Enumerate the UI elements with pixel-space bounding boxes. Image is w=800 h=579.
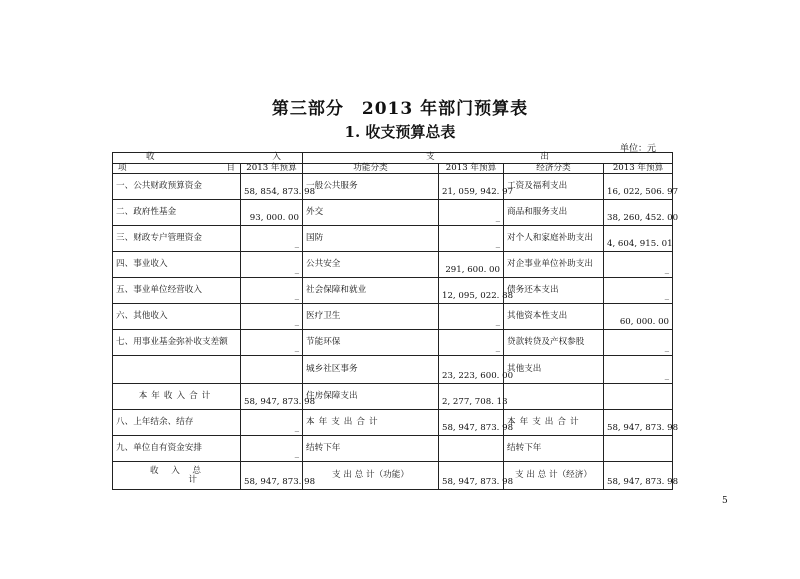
table-subtitle: 1. 收支预算总表 <box>344 123 456 141</box>
econ-amount: _ <box>604 278 673 304</box>
econ-amount <box>604 436 673 462</box>
econ-amount <box>604 384 673 410</box>
budget-summary-table <box>112 152 679 490</box>
income-amount: _ <box>241 304 303 330</box>
func-amount: 23, 223, 600. 00 <box>439 356 504 384</box>
income-total-label-line1: 收 入 总 <box>150 465 203 476</box>
income-item: 四、事业收入 <box>113 252 241 278</box>
econ-item: 其他资本性支出 <box>504 304 604 330</box>
income-amount: _ <box>241 252 303 278</box>
income-item: 五、事业单位经营收入 <box>113 278 241 304</box>
totals-row <box>113 462 673 490</box>
table-row <box>113 200 673 226</box>
income-header-left: 收 <box>146 152 155 163</box>
econ-amount: _ <box>604 356 673 384</box>
table-row <box>113 226 673 252</box>
func-item: 住房保障支出 <box>303 384 439 410</box>
income-item: 八、上年结余、结存 <box>113 410 241 436</box>
func-item: 医疗卫生 <box>303 304 439 330</box>
econ-total-label: 支 出 总 计（经济） <box>504 462 604 490</box>
income-header-right: 入 <box>272 152 281 163</box>
header-row-group <box>113 153 673 164</box>
econ-budget-header: 2013 年预算 <box>604 164 673 174</box>
income-total-amount: 58, 947, 873. 98 <box>241 462 303 490</box>
econ-item <box>504 384 604 410</box>
page-title: 第三部分 2013 年部门预算表 <box>271 99 529 119</box>
econ-item: 其他支出 <box>504 356 604 384</box>
econ-amount: _ <box>604 330 673 356</box>
func-amount: _ <box>439 226 504 252</box>
page-number: 5 <box>722 496 728 506</box>
func-class-header: 功能分类 <box>303 164 439 174</box>
func-amount: _ <box>439 304 504 330</box>
econ-item: 商品和服务支出 <box>504 200 604 226</box>
income-item: 六、其他收入 <box>113 304 241 330</box>
econ-item: 债务还本支出 <box>504 278 604 304</box>
econ-class-header: 经济分类 <box>504 164 604 174</box>
table-row <box>113 384 673 410</box>
income-amount <box>241 356 303 384</box>
func-amount: 21, 059, 942. 97 <box>439 174 504 200</box>
income-amount: _ <box>241 410 303 436</box>
table-row <box>113 278 673 304</box>
econ-amount: 4, 604, 915. 01 <box>604 226 673 252</box>
func-item: 节能环保 <box>303 330 439 356</box>
item-header-right: 目 <box>226 163 235 173</box>
econ-amount: 16, 022, 506. 97 <box>604 174 673 200</box>
func-item: 城乡社区事务 <box>303 356 439 384</box>
table-row <box>113 410 673 436</box>
income-total-label <box>113 462 241 490</box>
income-item: 七、用事业基金弥补收支差额 <box>113 330 241 356</box>
func-amount <box>439 436 504 462</box>
func-amount: 58, 947, 873. 98 <box>439 410 504 436</box>
econ-item: 对个人和家庭补助支出 <box>504 226 604 252</box>
expense-group-header <box>303 153 673 164</box>
func-item: 国防 <box>303 226 439 252</box>
func-amount: _ <box>439 200 504 226</box>
econ-amount: 58, 947, 873. 98 <box>604 410 673 436</box>
func-amount: _ <box>439 330 504 356</box>
unit-label: 单位：元 <box>620 144 657 154</box>
table-row <box>113 304 673 330</box>
income-amount: 58, 854, 873. 98 <box>241 174 303 200</box>
func-item: 一般公共服务 <box>303 174 439 200</box>
econ-item: 工资及福利支出 <box>504 174 604 200</box>
income-amount: _ <box>241 436 303 462</box>
expense-header-right: 出 <box>540 152 550 163</box>
func-total-amount: 58, 947, 873. 98 <box>439 462 504 490</box>
econ-item: 结转下年 <box>504 436 604 462</box>
econ-amount: _ <box>604 252 673 278</box>
item-header-left: 项 <box>118 163 127 173</box>
income-amount: 58, 947, 873. 98 <box>241 384 303 410</box>
econ-subtotal-label: 本年支出合计 <box>504 410 604 436</box>
income-item: 三、财政专户管理资金 <box>113 226 241 252</box>
func-total-label: 支 出 总 计（功能） <box>303 462 439 490</box>
item-column-header <box>113 164 241 174</box>
income-budget-header: 2013 年预算 <box>241 164 303 174</box>
func-item: 外交 <box>303 200 439 226</box>
income-amount: _ <box>241 278 303 304</box>
income-amount: 93, 000. 00 <box>241 200 303 226</box>
income-group-header <box>113 153 303 164</box>
header-row-columns <box>113 164 673 174</box>
econ-item: 贷款转贷及产权参股 <box>504 330 604 356</box>
income-subtotal-label: 本年收入合计 <box>113 384 241 410</box>
econ-amount: 38, 260, 452. 00 <box>604 200 673 226</box>
func-item: 社会保障和就业 <box>303 278 439 304</box>
table-row <box>113 174 673 200</box>
func-amount: 12, 095, 022. 88 <box>439 278 504 304</box>
econ-amount: 60, 000. 00 <box>604 304 673 330</box>
table-row <box>113 436 673 462</box>
econ-total-amount: 58, 947, 873. 98 <box>604 462 673 490</box>
table-row <box>113 330 673 356</box>
func-subtotal-label: 本年支出合计 <box>303 410 439 436</box>
income-item: 二、政府性基金 <box>113 200 241 226</box>
func-budget-header: 2013 年预算 <box>439 164 504 174</box>
table-row <box>113 356 673 384</box>
func-amount: 291, 600. 00 <box>439 252 504 278</box>
econ-item: 对企事业单位补助支出 <box>504 252 604 278</box>
func-item: 公共安全 <box>303 252 439 278</box>
income-item <box>113 356 241 384</box>
table-row <box>113 252 673 278</box>
income-amount: _ <box>241 226 303 252</box>
func-item: 结转下年 <box>303 436 439 462</box>
income-amount: _ <box>241 330 303 356</box>
income-item: 一、公共财政预算资金 <box>113 174 241 200</box>
expense-header-left: 支 <box>426 152 435 163</box>
func-amount: 2, 277, 708. 13 <box>439 384 504 410</box>
income-item: 九、单位自有资金安排 <box>113 436 241 462</box>
income-total-label-line2: 计 <box>188 474 197 485</box>
